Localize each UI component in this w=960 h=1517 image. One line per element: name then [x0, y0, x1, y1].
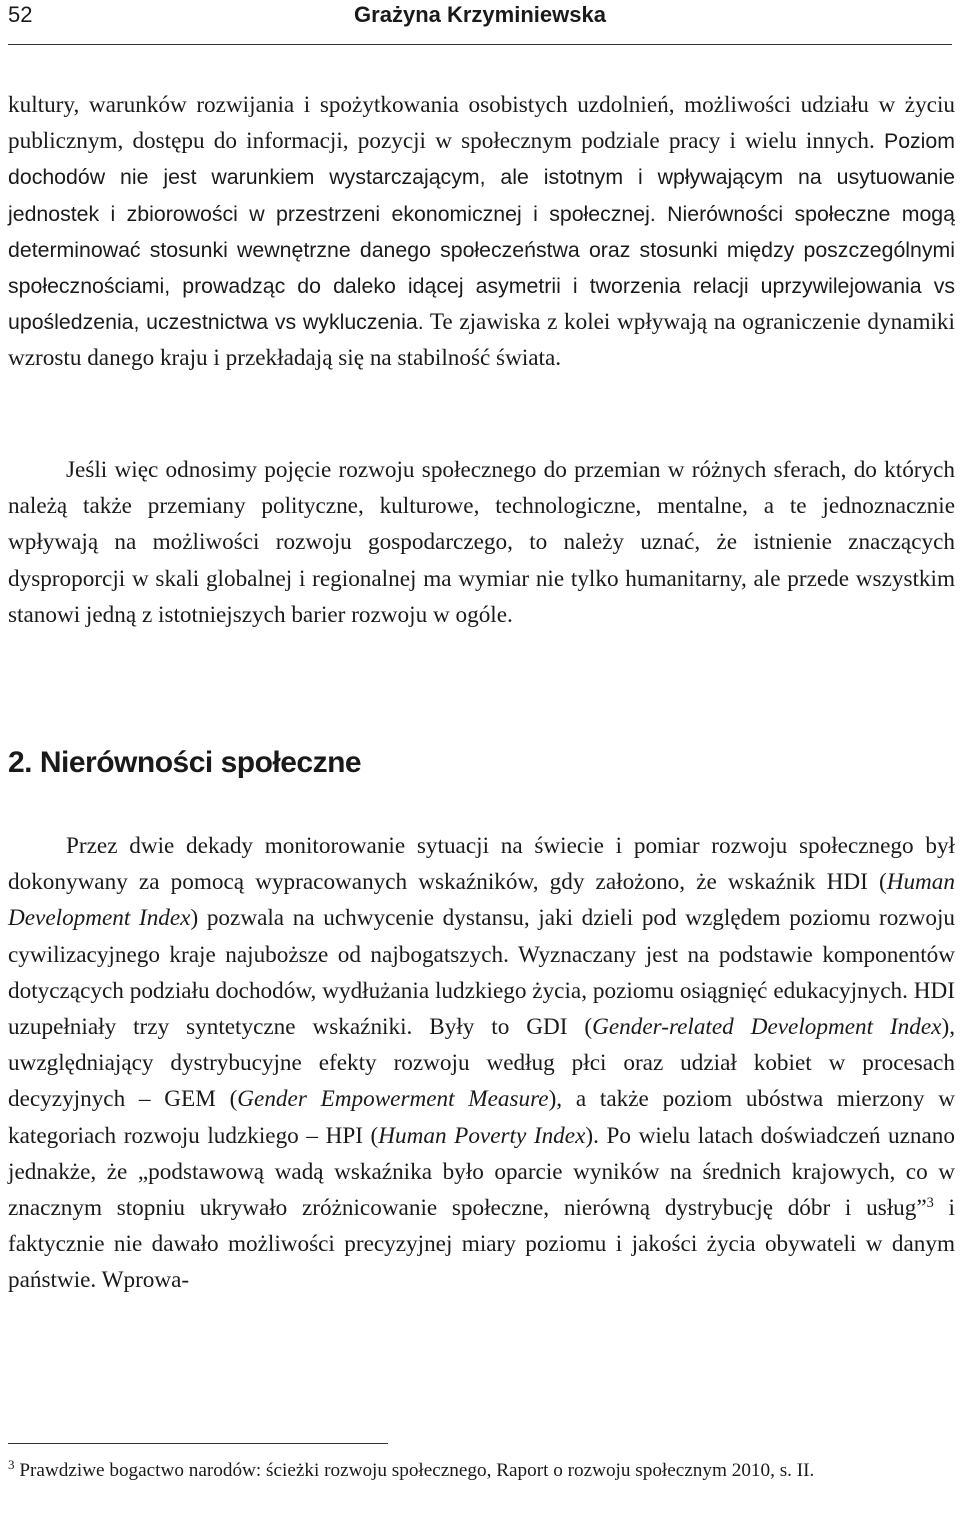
- footnote-divider: [8, 1443, 388, 1444]
- body-paragraph-2: Jeśli więc odnosimy pojęcie rozwoju społecznego do przemian w różnych sferach, do których należą także przemiany polityczne, kulturowe, technologiczne, mentalne, a te jednoznacznie wpływają na możliwości rozwoju gospodarczego, to należy uznać, że istnienie znaczących dysproporcji w skali globalnej i regionalnej ma wymiar nie tylko humanitarny, ale przede wszystkim stanowi jedną z istotniejszych barier rozwoju w ogóle.: [8, 457, 955, 628]
- paragraph-3-text-4: ), a także poziom ubóstwa mierzony w kategoriach rozwoju ludzkiego – HPI (: [8, 1086, 955, 1149]
- paragraph-1-serif-text: kultury, warunków rozwijania i spożytkowania osobistych uzdolnień, możliwości udziału w życiu publicznym, dostępu do informacji, pozycji w społecznym podziale pracy i wielu innych.: [8, 92, 955, 155]
- paragraph-3-text-3: ), uwzględniający dystrybucyjne efekty rozwoju według płci oraz udział kobiet w procesach decyzyjnych – GEM (: [8, 1014, 955, 1113]
- footnote-reference: 3: [926, 1195, 934, 1212]
- footnote-number: 3: [8, 1456, 15, 1472]
- page-header: [8, 0, 952, 45]
- paragraph-3-italic-gem: Gender Empowerment Measure: [237, 1086, 549, 1113]
- page-number: 52: [8, 2, 33, 27]
- paragraph-3-text-6: i faktycznie nie dawało możliwości precyzyjnej miary poziomu i jakości życia obywateli w danym państwie. Wprowa-: [8, 1195, 955, 1294]
- section-heading: 2. Nierówności społeczne: [8, 746, 362, 779]
- footnote: [8, 1455, 955, 1486]
- paragraph-1-sans-text: Poziom dochodów nie jest warunkiem wystarczającym, ale istotnym i wpływającym na usytuowanie jednostek i zbiorowości w przestrzeni ekonomicznej i społecznej. Nierówności społeczne mogą determinować stosunki wewnętrzne danego społeczeństwa oraz stosunki między poszczególnymi społecznościami, prowadząc do daleko idącej asymetrii i tworzenia relacji uprzywilejowania vs upośledzenia, uczestnictwa vs wykluczenia.: [8, 129, 955, 335]
- paragraph-3-text-1: Przez dwie dekady monitorowanie sytuacji na świecie i pomiar rozwoju społecznego był dokonywany za pomocą wypracowanych wskaźników, gdy założono, że wskaźnik HDI (: [8, 833, 955, 896]
- paragraph-3-italic-hdi: Human Development Index: [8, 869, 955, 932]
- paragraph-3-text-5: ). Po wielu latach doświadczeń uznano jednakże, że „podstawową wadą wskaźnika było oparcie wyników na średnich krajowych, co w znacznym stopniu ukrywało zróżnicowanie społeczne, nierówną dystrybucję dóbr i usług”: [8, 1122, 955, 1222]
- paragraph-3-italic-hpi: Human Poverty Index: [378, 1122, 586, 1149]
- paragraph-3-text-2: ) pozwala na uchwycenie dystansu, jaki dzieli pod względem poziomu rozwoju cywilizacyjnego kraje najuboższe od najbogatszych. Wyznaczany jest na podstawie komponentów dotyczących podziału dochodów, wydłużania ludzkiego życia, poziomu osiągnięć edukacyjnych. HDI uzupełniały trzy syntetyczne wskaźniki. Były to GDI (: [8, 905, 955, 1041]
- footnote-text: Prawdziwe bogactwo narodów: ścieżki rozwoju społecznego, Raport o rozwoju społecznym 2010, s. II.: [14, 1460, 815, 1481]
- paragraph-3-italic-gdi: Gender-related Development Index: [592, 1014, 942, 1041]
- paragraph-1-serif-end-text: Te zjawiska z kolei wpływają na ograniczenie dynamiki wzrostu danego kraju i przekładają się na stabilność świata.: [8, 309, 955, 372]
- running-head-author: Grażyna Krzyminiewska: [354, 2, 606, 27]
- body-paragraph-1: [8, 87, 955, 377]
- body-paragraph-3: [8, 828, 955, 1299]
